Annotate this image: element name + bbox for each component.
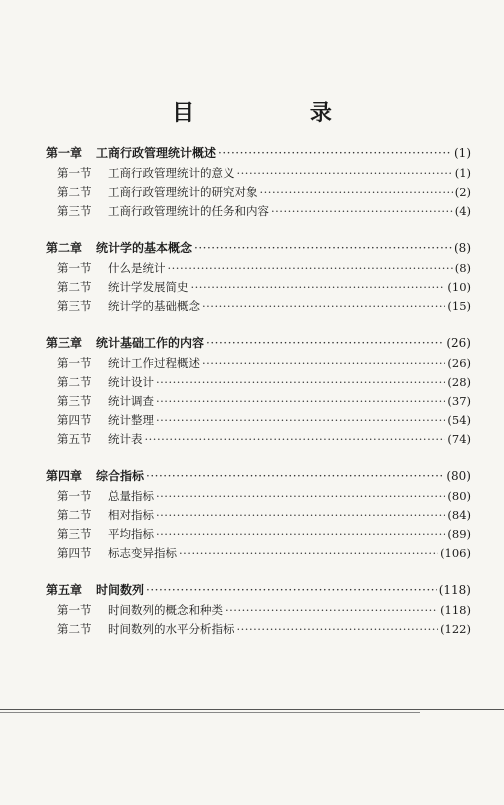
section-entry[interactable] (46, 202, 471, 221)
section-entry[interactable] (46, 278, 471, 297)
dot-leader (260, 183, 453, 202)
footer-rule (0, 709, 504, 710)
dot-leader (156, 506, 445, 525)
section-entry[interactable] (46, 354, 471, 373)
section-entry-title: 平均指标 (108, 527, 154, 541)
table-of-contents (46, 143, 471, 656)
dot-leader (146, 580, 437, 599)
section-entry-page-number: (106) (440, 546, 471, 560)
chapter-entry-title: 综合指标 (96, 469, 145, 483)
dot-leader (202, 354, 445, 373)
section-entry-title: 时间数列的水平分析指标 (108, 622, 235, 636)
dot-leader (156, 392, 445, 411)
section-entry[interactable] (46, 392, 471, 411)
dot-leader (218, 143, 452, 162)
dot-leader (146, 466, 444, 485)
section-entry-page-number: (10) (447, 280, 471, 294)
dot-leader (237, 620, 439, 639)
section-entry-number: 第二节 (57, 508, 92, 522)
section-entry-page-number: (122) (440, 622, 471, 636)
section-entry-title: 总量指标 (108, 489, 154, 503)
section-entry-number: 第三节 (57, 394, 92, 408)
chapter-entry-title: 时间数列 (96, 583, 145, 597)
chapter-entry-page-number: (118) (438, 583, 471, 597)
section-entry-page-number: (4) (454, 204, 471, 218)
section-entry-title: 统计表 (108, 432, 143, 446)
section-entry[interactable] (46, 297, 471, 316)
section-entry-title: 统计整理 (108, 413, 154, 427)
dot-leader (179, 544, 438, 563)
section-entry[interactable] (46, 601, 471, 620)
section-entry-page-number: (2) (454, 185, 471, 199)
section-entry-number: 第一节 (57, 166, 92, 180)
section-entry-page-number: (15) (447, 299, 471, 313)
section-entry-title: 什么是统计 (108, 261, 166, 275)
chapter-entry-page-number: (80) (446, 469, 471, 483)
dot-leader (156, 487, 445, 506)
dot-leader (271, 202, 453, 221)
chapter-entry[interactable] (46, 580, 471, 601)
chapter-entry-number: 第二章 (46, 241, 83, 255)
footer-rule-secondary (0, 712, 420, 713)
dot-leader (237, 164, 453, 183)
dot-leader (168, 259, 453, 278)
section-entry-title: 工商行政管理统计的任务和内容 (108, 204, 269, 218)
section-entry-page-number: (118) (440, 603, 471, 617)
section-entry-number: 第二节 (57, 280, 92, 294)
section-entry[interactable] (46, 411, 471, 430)
section-entry-title: 工商行政管理统计的意义 (108, 166, 235, 180)
section-entry[interactable] (46, 430, 471, 449)
chapter-block (46, 143, 471, 221)
dot-leader (191, 278, 446, 297)
section-entry-title: 统计工作过程概述 (108, 356, 200, 370)
chapter-block (46, 238, 471, 316)
section-entry-number: 第四节 (57, 413, 92, 427)
section-entry-page-number: (54) (447, 413, 471, 427)
dot-leader (194, 238, 452, 257)
section-entry[interactable] (46, 544, 471, 563)
section-entry-title: 工商行政管理统计的研究对象 (108, 185, 258, 199)
dot-leader (156, 373, 445, 392)
section-entry-number: 第二节 (57, 375, 92, 389)
dot-leader (202, 297, 445, 316)
section-entry-page-number: (89) (447, 527, 471, 541)
section-entry-number: 第一节 (57, 603, 92, 617)
section-entry-number: 第三节 (57, 204, 92, 218)
dot-leader (156, 525, 445, 544)
chapter-entry-number: 第五章 (46, 583, 83, 597)
chapter-block (46, 466, 471, 563)
chapter-entry-page-number: (8) (454, 241, 471, 255)
dot-leader (206, 333, 444, 352)
section-entry-number: 第一节 (57, 356, 92, 370)
section-entry-page-number: (74) (447, 432, 471, 446)
section-entry[interactable] (46, 183, 471, 202)
section-entry-page-number: (1) (454, 166, 471, 180)
chapter-entry-title: 统计学的基本概念 (96, 241, 193, 255)
chapter-entry-page-number: (1) (454, 146, 471, 160)
section-entry-title: 统计学的基础概念 (108, 299, 200, 313)
chapter-entry-number: 第一章 (46, 146, 83, 160)
section-entry-title: 统计学发展简史 (108, 280, 189, 294)
chapter-entry-page-number: (26) (446, 336, 471, 350)
chapter-entry-number: 第三章 (46, 336, 83, 350)
section-entry[interactable] (46, 164, 471, 183)
section-entry-page-number: (84) (447, 508, 471, 522)
section-entry-page-number: (8) (454, 261, 471, 275)
section-entry-title: 时间数列的概念和种类 (108, 603, 223, 617)
chapter-entry[interactable] (46, 143, 471, 164)
section-entry-number: 第一节 (57, 489, 92, 503)
chapter-entry-number: 第四章 (46, 469, 83, 483)
dot-leader (145, 430, 446, 449)
section-entry-page-number: (26) (447, 356, 471, 370)
chapter-entry-title: 工商行政管理统计概述 (96, 146, 217, 160)
section-entry-page-number: (37) (447, 394, 471, 408)
chapter-entry-title: 统计基础工作的内容 (96, 336, 205, 350)
chapter-entry[interactable] (46, 238, 471, 259)
section-entry[interactable] (46, 373, 471, 392)
section-entry-title: 标志变异指标 (108, 546, 177, 560)
section-entry[interactable] (46, 525, 471, 544)
chapter-entry[interactable] (46, 333, 471, 354)
section-entry-number: 第二节 (57, 622, 92, 636)
section-entry-number: 第三节 (57, 299, 92, 313)
chapter-block (46, 333, 471, 449)
chapter-block (46, 580, 471, 639)
section-entry[interactable] (46, 620, 471, 639)
section-entry-page-number: (80) (447, 489, 471, 503)
section-entry-title: 相对指标 (108, 508, 154, 522)
dot-leader (225, 601, 438, 620)
dot-leader (156, 411, 445, 430)
section-entry[interactable] (46, 506, 471, 525)
section-entry-number: 第三节 (57, 527, 92, 541)
section-entry-title: 统计调查 (108, 394, 154, 408)
section-entry-number: 第一节 (57, 261, 92, 275)
section-entry-number: 第四节 (57, 546, 92, 560)
chapter-entry[interactable] (46, 466, 471, 487)
section-entry[interactable] (46, 259, 471, 278)
section-entry-number: 第五节 (57, 432, 92, 446)
page-title: 目 录 (172, 100, 386, 126)
section-entry-page-number: (28) (447, 375, 471, 389)
section-entry-number: 第二节 (57, 185, 92, 199)
section-entry[interactable] (46, 487, 471, 506)
section-entry-title: 统计设计 (108, 375, 154, 389)
